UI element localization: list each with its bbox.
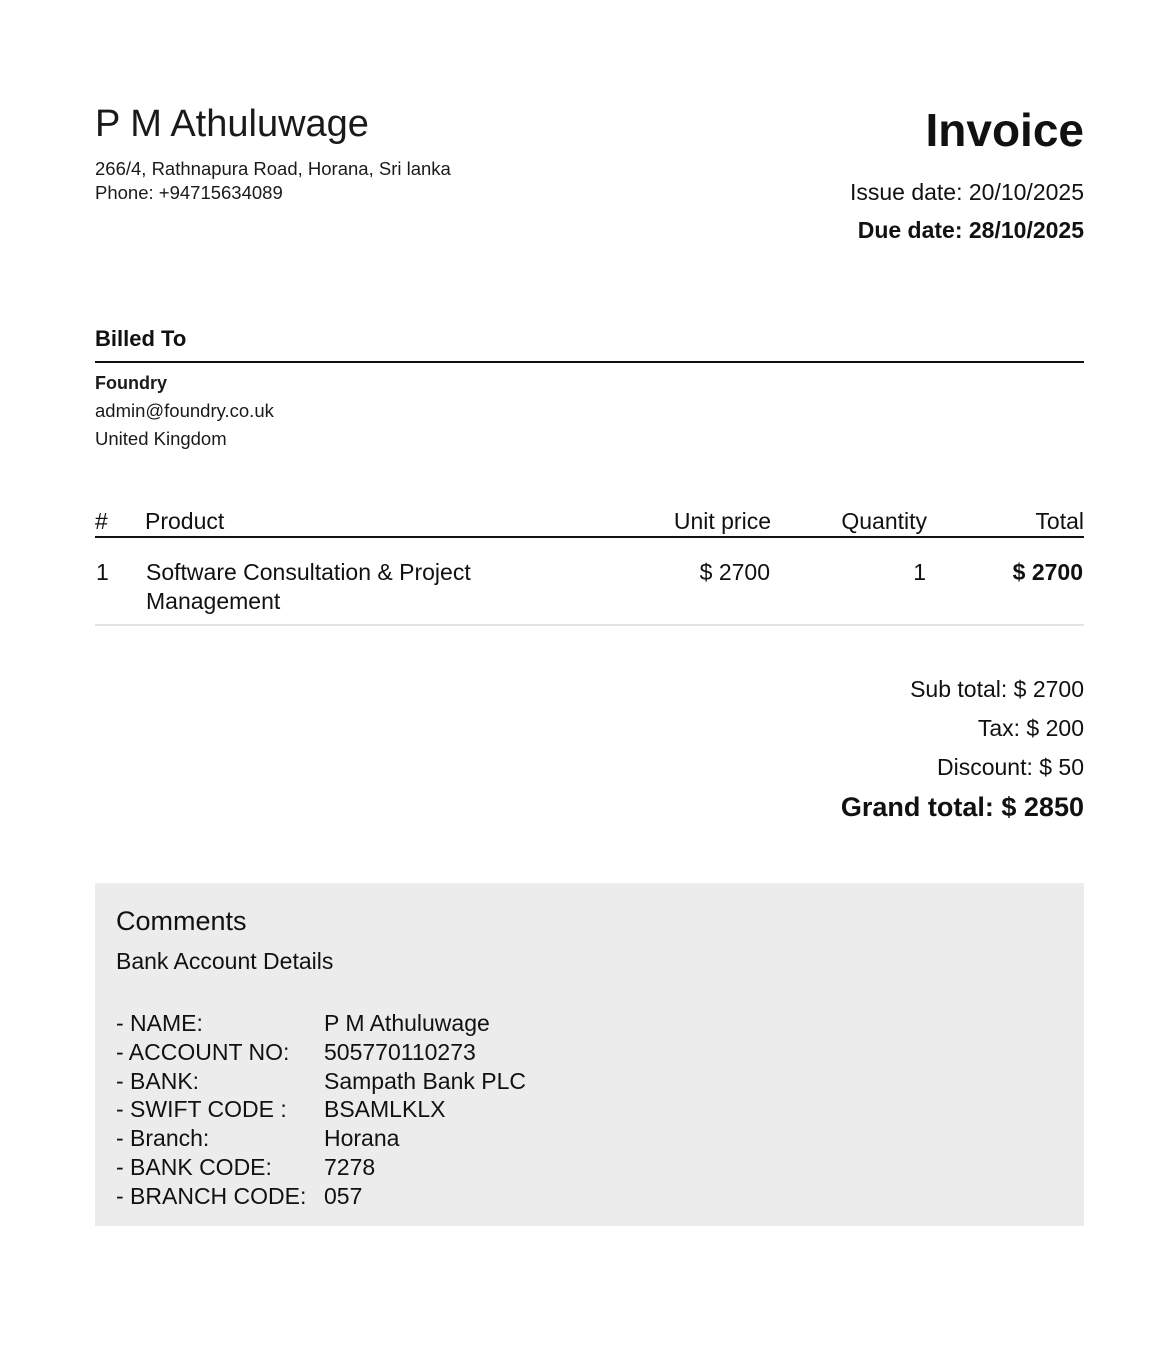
bank-detail-value: Horana <box>324 1125 400 1152</box>
bank-detail-label: - BANK CODE: <box>116 1153 272 1180</box>
client-company: Foundry <box>95 373 167 393</box>
issue-date: Issue date: 20/10/2025 <box>849 179 1084 205</box>
item-product: Software Consultation & Project Management <box>145 537 585 625</box>
column-header-unit-price: Unit price <box>585 506 771 537</box>
list-item <box>116 1124 1063 1153</box>
comments-box <box>95 883 1084 1226</box>
comments-title: Comments <box>116 906 247 936</box>
bank-detail-label: - Branch: <box>116 1125 210 1152</box>
document-meta <box>850 102 1084 249</box>
items-table <box>95 506 1084 626</box>
sender-phone: Phone: +94715634089 <box>95 182 283 203</box>
bank-detail-label: - BANK: <box>116 1067 200 1094</box>
column-header-quantity: Quantity <box>771 506 927 537</box>
list-item <box>116 1095 1063 1124</box>
item-unit-price: $ 2700 <box>585 537 771 625</box>
column-header-product: Product <box>145 506 585 537</box>
list-item <box>116 1182 1063 1211</box>
due-date: Due date: 28/10/2025 <box>857 217 1084 243</box>
bank-detail-label: - SWIFT CODE : <box>116 1096 287 1123</box>
bank-details-list <box>116 1009 1063 1211</box>
table-row <box>95 537 1084 625</box>
item-total: $ 2700 <box>927 537 1084 625</box>
bank-detail-value: 505770110273 <box>324 1038 476 1065</box>
tax: Tax: $ 200 <box>977 715 1084 741</box>
bank-detail-value: 057 <box>324 1182 363 1209</box>
bank-detail-label: - BRANCH CODE: <box>116 1182 307 1209</box>
document-title: Invoice <box>925 104 1084 156</box>
column-header-number: # <box>95 506 145 537</box>
billed-to-section <box>95 324 1084 453</box>
list-item <box>116 1067 1063 1096</box>
bank-detail-value: Sampath Bank PLC <box>324 1067 527 1094</box>
list-item <box>116 1153 1063 1182</box>
invoice-header <box>95 102 1084 262</box>
item-quantity: 1 <box>771 537 927 625</box>
sender-name: P M Athuluwage <box>95 103 369 145</box>
bank-detail-label: - NAME: <box>116 1010 203 1036</box>
items-table-header <box>95 506 1084 537</box>
discount: Discount: $ 50 <box>936 754 1084 780</box>
grand-total: Grand total: $ 2850 <box>840 792 1084 822</box>
list-item <box>116 1038 1063 1067</box>
invoice-page <box>95 0 1084 1366</box>
sub-total: Sub total: $ 2700 <box>910 676 1084 702</box>
bank-detail-value: 7278 <box>324 1153 376 1180</box>
sender-address: 266/4, Rathnapura Road, Horana, Sri lanka <box>95 158 451 179</box>
bank-detail-value: BSAMLKLX <box>324 1096 446 1123</box>
client-email: admin@foundry.co.uk <box>95 400 274 421</box>
column-header-total: Total <box>927 506 1084 537</box>
item-number: 1 <box>95 537 145 625</box>
billed-to-details <box>95 363 1084 453</box>
client-country: United Kingdom <box>95 428 227 449</box>
totals-section <box>841 670 1084 829</box>
comments-subtitle: Bank Account Details <box>116 948 334 974</box>
sender-block <box>95 102 451 205</box>
bank-detail-label: - ACCOUNT NO: <box>116 1038 290 1065</box>
bank-detail-value: P M Athuluwage <box>324 1010 490 1036</box>
list-item <box>116 1009 1063 1038</box>
billed-to-heading: Billed To <box>95 324 1084 363</box>
